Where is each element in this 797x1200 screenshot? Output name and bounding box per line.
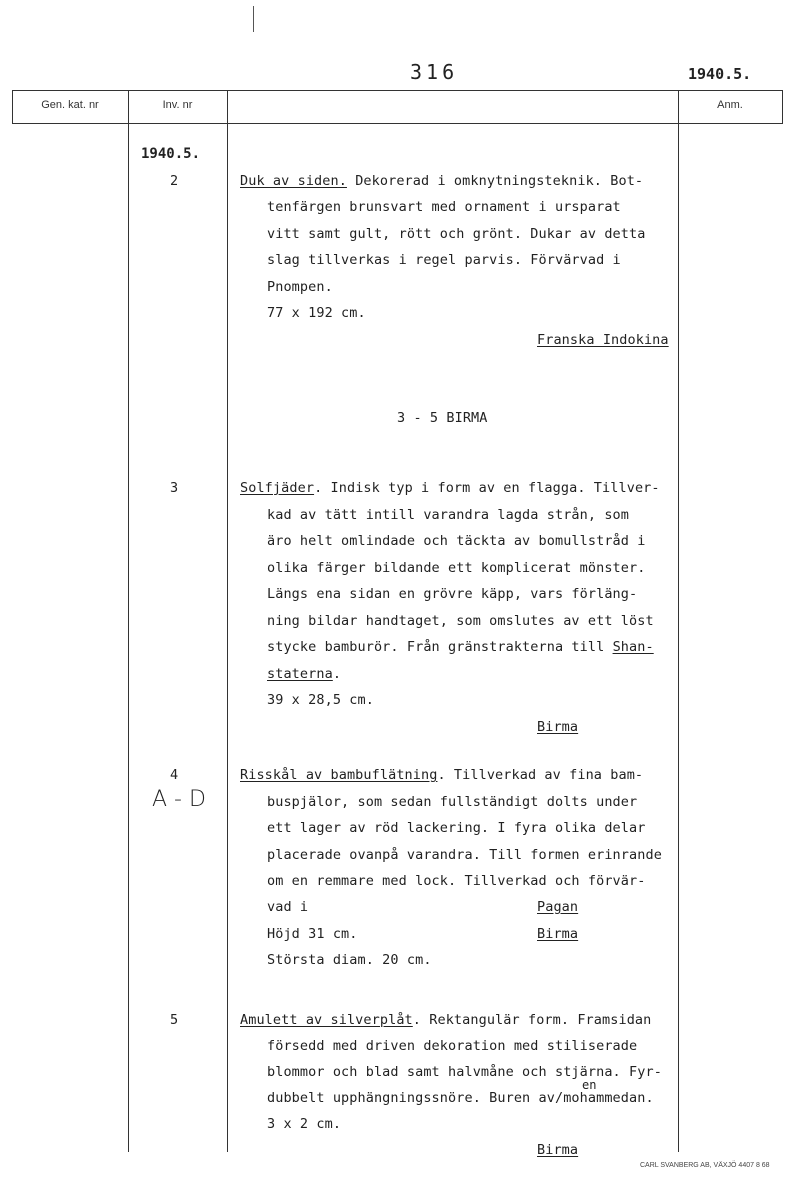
handwritten-annotation: A - D <box>152 787 206 812</box>
entry-2-origin: Franska Indokina <box>537 332 669 348</box>
entry-4-title: Risskål av bambuflätning <box>240 767 438 783</box>
entry-4-diameter: Största diam. 20 cm. <box>267 952 432 968</box>
column-divider-anm <box>678 90 679 1152</box>
entry-4-line-4: placerade ovanpå varandra. Till formen erinrande <box>267 847 662 863</box>
entry-2-line-5: Pnompen. <box>267 279 333 295</box>
entry-2-line-3: vitt samt gult, rött och grönt. Dukar av detta <box>267 226 646 242</box>
entry-2-line-4: slag tillverkas i regel parvis. Förvärvad i <box>267 252 621 268</box>
entry-3-title: Solfjäder <box>240 480 315 496</box>
entry-2-size: 77 x 192 cm. <box>267 305 366 321</box>
column-header-gen: Gen. kat. nr <box>41 99 99 111</box>
printer-mark: CARL SVANBERG AB, VÄXJÖ 4407 8 68 <box>640 1162 770 1169</box>
inv-number-5: 5 <box>170 1012 179 1028</box>
entry-3-line-8: staterna. <box>267 666 342 682</box>
column-divider-inv <box>227 90 228 1152</box>
entry-2-line-1: Duk av siden. Dekorerad i omknytningsteknik. Bot- <box>240 173 644 189</box>
entry-3-size: 39 x 28,5 cm. <box>267 692 374 708</box>
entry-3-staterna: staterna <box>267 666 333 682</box>
entry-5-insert: en <box>582 1078 597 1092</box>
section-accession: 1940.5. <box>141 146 201 162</box>
entry-3-line-3: äro helt omlindade och täckta av bomullstråd i <box>267 533 646 549</box>
entry-5-line-1: Amulett av silverplåt. Rektangulär form. Framsidan <box>240 1012 652 1028</box>
entry-3-line-5: Längs ena sidan en grövre käpp, vars förläng- <box>267 586 638 602</box>
pencil-mark <box>253 6 254 32</box>
entry-4-line-3: ett lager av röd lackering. I fyra olika delar <box>267 820 646 836</box>
page-number: 316 <box>410 60 459 84</box>
entry-2-line-2: tenfärgen brunsvart med ornament i ursparat <box>267 199 621 215</box>
entry-5-line-3: blommor och blad samt halvmåne och stjärna. Fyr- <box>267 1064 662 1080</box>
entry-3-shan: Shan- <box>612 639 654 655</box>
inv-number-3: 3 <box>170 480 179 496</box>
section-heading-birma: 3 - 5 BIRMA <box>397 410 488 426</box>
entry-3-line-6: ning bildar handtaget, som omslutes av ett löst <box>267 613 654 629</box>
entry-5-title: Amulett av silverplåt <box>240 1012 413 1028</box>
entry-4-line-1: Risskål av bambuflätning. Tillverkad av fina bam- <box>240 767 644 783</box>
entry-4-line-5: om en remmare med lock. Tillverkad och förvär- <box>267 873 646 889</box>
entry-4-origin: Birma <box>537 926 579 942</box>
entry-3-line-2: kad av tätt intill varandra lagda strån, som <box>267 507 630 523</box>
column-header-anm: Anm. <box>717 99 743 111</box>
entry-3-origin: Birma <box>537 719 579 735</box>
entry-4-place: Pagan <box>537 899 579 915</box>
entry-5-origin: Birma <box>537 1142 579 1158</box>
entry-4-line-2: buspjälor, som sedan fullständigt dolts under <box>267 794 638 810</box>
entry-4-height: Höjd 31 cm. <box>267 926 358 942</box>
table-right-edge <box>782 90 783 124</box>
column-divider-gen <box>128 90 129 1152</box>
entry-5-line-4: dubbelt upphängningssnöre. Buren av/mohammedan. <box>267 1090 654 1106</box>
header-accession: 1940.5. <box>688 65 752 83</box>
column-header-inv: Inv. nr <box>162 99 193 111</box>
entry-5-size: 3 x 2 cm. <box>267 1116 342 1132</box>
entry-5-line-2: försedd med driven dekoration med stiliserade <box>267 1038 638 1054</box>
inv-number-4: 4 <box>170 767 179 783</box>
entry-3-line-7: stycke bamburör. Från gränstrakterna till Shan- <box>267 639 654 655</box>
inv-number-2: 2 <box>170 173 179 189</box>
entry-2-title: Duk av siden. <box>240 173 347 189</box>
entry-3-line-1: Solfjäder. Indisk typ i form av en flagga. Tillver- <box>240 480 660 496</box>
entry-4-line-6: vad i <box>267 899 309 915</box>
entry-3-line-4: olika färger bildande ett komplicerat mönster. <box>267 560 646 576</box>
